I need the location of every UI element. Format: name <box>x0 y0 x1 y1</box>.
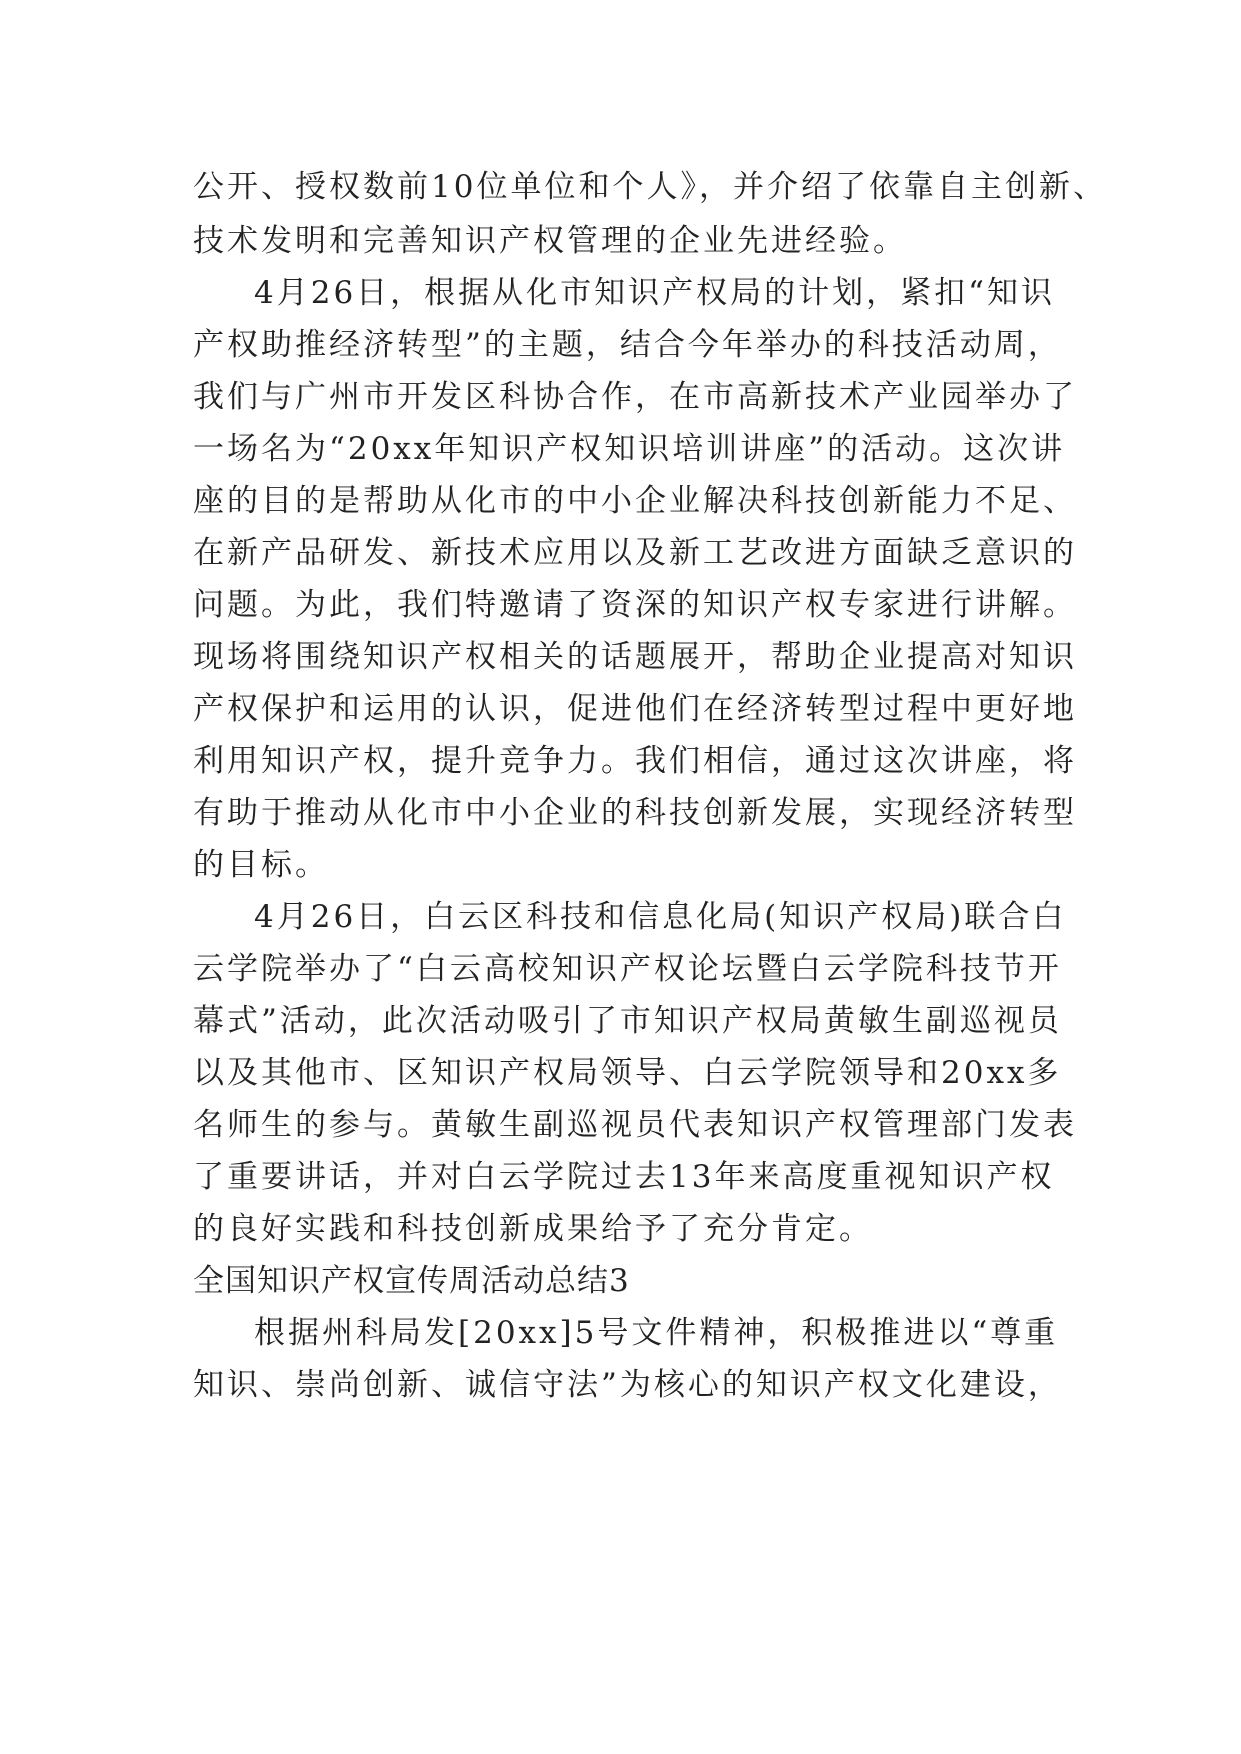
text-line: 云学院举办了“白云高校知识产权论坛暨白云学院科技节开 <box>193 951 1062 987</box>
paragraph-first-line: 4月26日，白云区科技和信息化局(知识产权局)联合白 <box>254 899 1067 935</box>
text-line: 有助于推动从化市中小企业的科技创新发展，实现经济转型 <box>193 795 1077 831</box>
text-line: 公开、授权数前10位单位和个人》，并介绍了依靠自主创新、 <box>193 169 1107 205</box>
text-line: 现场将围绕知识产权相关的话题展开，帮助企业提高对知识 <box>193 639 1077 675</box>
text-line: 的良好实践和科技创新成果给予了充分肯定。 <box>193 1211 873 1247</box>
text-line: 名师生的参与。黄敏生副巡视员代表知识产权管理部门发表 <box>193 1107 1077 1143</box>
text-line: 利用知识产权，提升竞争力。我们相信，通过这次讲座，将 <box>193 743 1077 779</box>
text-line: 产权助推经济转型”的主题，结合今年举办的科技活动周， <box>193 327 1062 363</box>
text-line: 幕式”活动，此次活动吸引了市知识产权局黄敏生副巡视员 <box>193 1003 1062 1039</box>
text-line: 技术发明和完善知识产权管理的企业先进经验。 <box>193 223 907 259</box>
text-line: 一场名为“20xx年知识产权知识培训讲座”的活动。这次讲 <box>193 431 1066 467</box>
text-line: 了重要讲话，并对白云学院过去13年来高度重视知识产权 <box>193 1159 1055 1195</box>
text-line: 知识、崇尚创新、诚信守法”为核心的知识产权文化建设， <box>193 1367 1062 1403</box>
paragraph-first-line: 根据州科局发[20xx]5号文件精神，积极推进以“尊重 <box>254 1315 1059 1351</box>
text-line: 产权保护和运用的认识，促进他们在经济转型过程中更好地 <box>193 691 1077 727</box>
text-line: 以及其他市、区知识产权局领导、白云学院领导和20xx多 <box>193 1055 1062 1091</box>
text-line: 座的目的是帮助从化市的中小企业解决科技创新能力不足、 <box>193 483 1077 519</box>
text-line: 我们与广州市开发区科协合作，在市高新技术产业园举办了 <box>193 379 1077 415</box>
paragraph-first-line: 4月26日，根据从化市知识产权局的计划，紧扣“知识 <box>254 275 1056 311</box>
section-heading: 全国知识产权宣传周活动总结3 <box>193 1263 630 1299</box>
text-line: 的目标。 <box>193 847 329 883</box>
text-line: 问题。为此，我们特邀请了资深的知识产权专家进行讲解。 <box>193 587 1077 623</box>
text-line: 在新产品研发、新技术应用以及新工艺改进方面缺乏意识的 <box>193 535 1077 571</box>
